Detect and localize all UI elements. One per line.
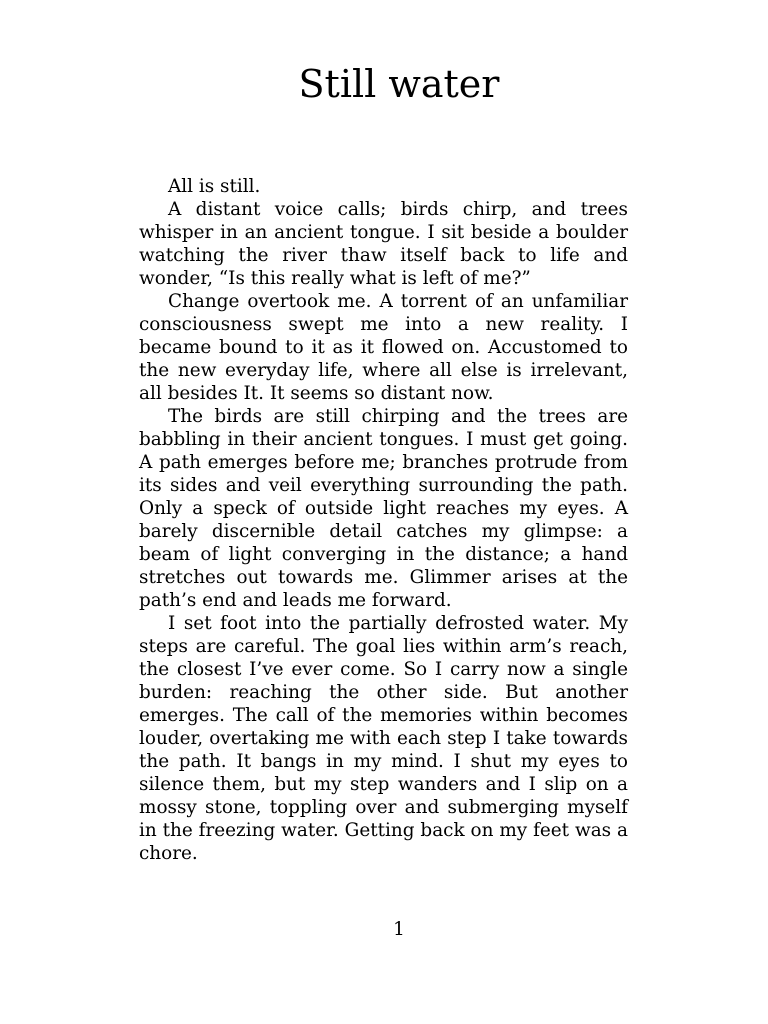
paragraph: Change overtook me. A torrent of an unfamiliar consciousness swept me into a new reality. I became bound to it as it flowed on. Accustomed to the new everyday life, where all else is irrelevant, all besides It. It seems so distant now. — [139, 291, 628, 404]
page-number: 1 — [393, 919, 405, 940]
page-title: Still water — [298, 62, 500, 106]
paragraph: All is still. — [168, 176, 261, 197]
paragraph: The birds are still chirping and the trees are babbling in their ancient tongues. I must get going. A path emerges before me; branches protrude from its sides and veil everything surrounding the path. Only a speck of outside light reaches my eyes. A barely discernible detail catches my glimpse: a beam of light converging in the distance; a hand stretches out towards me. Glimmer arises at the path’s end and leads me forward. — [139, 406, 628, 611]
paragraph: I set foot into the partially defrosted water. My steps are careful. The goal lies within arm’s reach, the closest I’ve ever come. So I carry now a single burden: reaching the other side. But another emerges. The call of the memories within becomes louder, overtaking me with each step I take towards the path. It bangs in my mind. I shut my eyes to silence them, but my step wanders and I slip on a mossy stone, toppling over and submerging myself in the freezing water. Getting back on my feet was a chore. — [139, 613, 628, 864]
paragraph: A distant voice calls; birds chirp, and trees whisper in an ancient tongue. I sit beside a boulder watching the river thaw itself back to life and wonder, “Is this really what is left of me?” — [139, 199, 628, 289]
body-text — [139, 175, 628, 865]
